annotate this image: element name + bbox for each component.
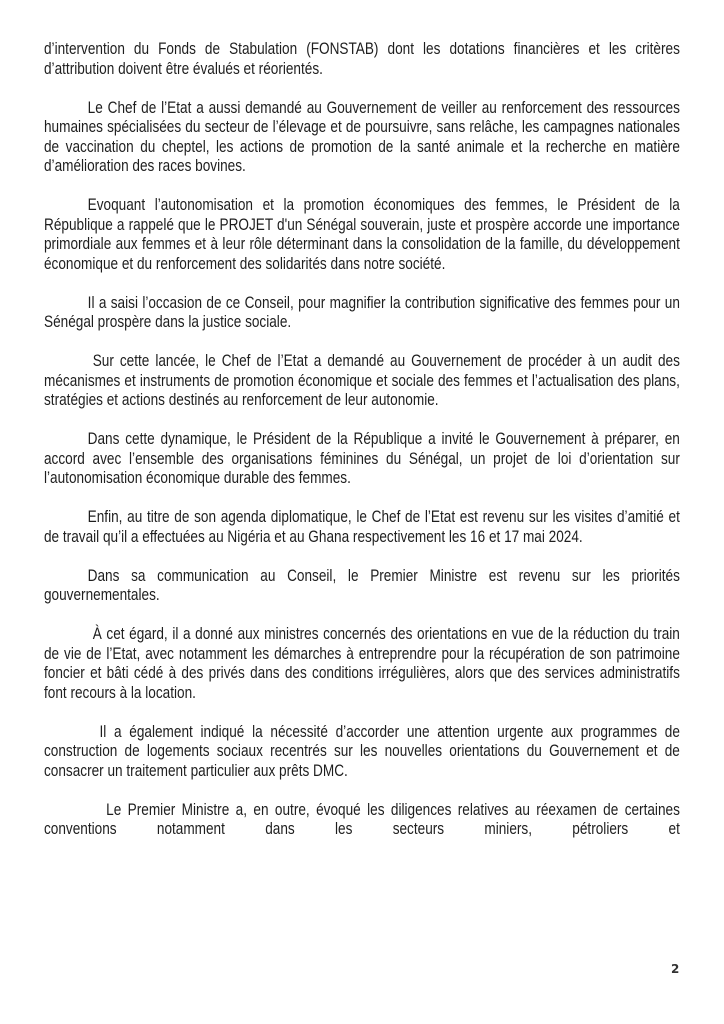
paragraph-conventions: Le Premier Ministre a, en outre, évoqué les diligences relatives au réexamen de certaines conventions notamment dans les secteurs miniers, pétroliers et (44, 800, 680, 838)
page-number: 2 (671, 962, 680, 976)
paragraph-audit-mecanismes: Sur cette lancée, le Chef de l’Etat a demandé au Gouvernement de procéder à un audit des mécanismes et instruments de promotion économique et sociale des femmes et l’actualisation des plans, stratégies et actions destinés au renforcement de leur autonomie. (44, 352, 680, 409)
paragraph-elevage: Le Chef de l’Etat a aussi demandé au Gouvernement de veiller au renforcement des ressources humaines spécialisées du secteur de l’élevage et de poursuivre, sans relâche, les campagnes nationales de vaccination du cheptel, les actions de promotion de la santé animale et la recherche en matière d’amélioration des races bovines. (44, 98, 680, 175)
paragraph-logements-sociaux: Il a également indiqué la nécessité d’accorder une attention urgente aux programmes de construction de logements sociaux recentrés sur les nouvelles orientations du Gouvernement et de consacrer un traitement particulier aux prêts DMC. (44, 722, 680, 780)
paragraph-fonstab-continuation: d’intervention du Fonds de Stabulation (FONSTAB) dont les dotations financières et les critères d’attribution doivent être évalués et réorientés. (44, 40, 680, 78)
paragraph-projet-de-loi: Dans cette dynamique, le Président de la République a invité le Gouvernement à préparer, en accord avec l’ensemble des organisations féminines du Sénégal, un projet de loi d’orientation sur l’autonomisation économique durable des femmes. (44, 430, 680, 487)
paragraph-train-de-vie: À cet égard, il a donné aux ministres concernés des orientations en vue de la réduction du train de vie de l’Etat, avec notamment les démarches à entreprendre pour la récupération de son patrimoine foncier et bâti cédé à des privés dans des conditions irrégulières, alors que des services administratifs font recours à la location. (44, 625, 680, 702)
text-column (44, 40, 680, 859)
paragraph-agenda-diplomatique: Enfin, au titre de son agenda diplomatique, le Chef de l’Etat est revenu sur les visites d’amitié et de travail qu’il a effectuées au Nigéria et au Ghana respectivement les 16 et 17 mai 2024. (44, 508, 680, 546)
paragraph-communication-premier-ministre: Dans sa communication au Conseil, le Premier Ministre est revenu sur les priorités gouvernementales. (44, 566, 680, 604)
paragraph-autonomisation-femmes: Evoquant l’autonomisation et la promotion économiques des femmes, le Président de la République a rappelé que le PROJET d'un Sénégal souverain, juste et prospère accorde une importance primordiale aux femmes et à leur rôle déterminant dans la consolidation de la famille, du développement économique et du renforcement des solidarités dans notre société. (44, 196, 680, 273)
paragraph-contribution-femmes: Il a saisi l’occasion de ce Conseil, pour magnifier la contribution significative des femmes pour un Sénégal prospère dans la justice sociale. (44, 293, 680, 331)
